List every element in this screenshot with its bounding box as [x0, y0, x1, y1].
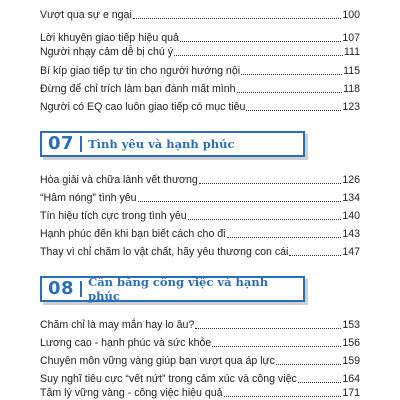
dot-leader: [195, 328, 341, 329]
chapter-number: 07: [48, 133, 75, 154]
dot-leader: [246, 110, 341, 111]
toc-entry: [40, 316, 360, 332]
entry-page: 143: [342, 228, 360, 240]
toc-entry: [40, 334, 360, 350]
chapter-divider: [80, 136, 82, 152]
dot-leader: [227, 237, 342, 238]
entry-title: Chăm chỉ là may mắn hay lo âu?: [40, 319, 195, 331]
dot-leader: [298, 382, 342, 383]
entry-page: 159: [342, 355, 360, 367]
entry-title: Bí kíp giao tiếp tự tin cho người hướng nội: [40, 65, 241, 77]
entry-title: Suy nghĩ tiêu cực “vết nứt” trong cảm xúc và công việc: [40, 373, 297, 385]
entry-title: Tâm lý vững vàng - công việc hiệu quả: [40, 387, 223, 399]
entry-title: Tín hiệu tích cực trong tình yêu: [40, 210, 187, 222]
toc-entry: [40, 98, 360, 114]
entry-page: 134: [342, 192, 360, 204]
chapter-heading-07: [40, 131, 305, 157]
dot-leader: [180, 41, 341, 42]
chapter-title: Tình yêu và hạnh phúc: [88, 137, 235, 151]
toc-entry: [40, 207, 360, 223]
entry-title: Chuyên môn vững vàng giúp bạn vượt qua áp lực: [40, 355, 275, 367]
toc-entry: [40, 171, 360, 187]
dot-leader: [289, 255, 341, 256]
dot-leader: [188, 219, 342, 220]
entry-page: 147: [342, 246, 360, 258]
toc-entry: [40, 243, 360, 259]
dot-leader: [276, 364, 341, 365]
entry-title: Người nhạy cảm dễ bị chú ý: [40, 46, 173, 58]
dot-leader: [224, 396, 342, 397]
chapter-number: 08: [48, 278, 75, 299]
entry-page: 156: [342, 337, 360, 349]
dot-leader: [237, 92, 343, 93]
dot-leader: [241, 74, 342, 75]
entry-title: Hòa giải và chữa lành vết thương: [40, 174, 198, 186]
entry-title: “Hâm nóng” tình yêu: [40, 192, 137, 204]
entry-title: Hạnh phúc đến khi bạn biết cách cho đi: [40, 228, 226, 240]
entry-title: Người có EQ cao luôn giao tiếp có mục tiêu: [40, 101, 246, 113]
toc-entry: [40, 6, 360, 22]
entry-page: 140: [342, 210, 360, 222]
entry-title: Thay vì chỉ chăm lo vật chất, hãy yêu thương con cái: [40, 246, 289, 258]
chapter-heading-08: [40, 276, 305, 302]
entry-title: Vượt qua sự e ngại: [40, 9, 132, 21]
dot-leader: [138, 201, 342, 202]
entry-page: 115: [343, 65, 360, 77]
entry-title: Lời khuyên giao tiếp hiệu quả: [40, 32, 179, 44]
toc-entry: [40, 352, 360, 368]
toc-entry: [40, 43, 360, 59]
entry-page: 153: [342, 319, 360, 331]
entry-title: Đừng để chỉ trích làm bạn đánh mất mình: [40, 83, 236, 95]
chapter-title: Cân bằng công việc và hạnh phúc: [88, 275, 269, 303]
toc-entry: [40, 189, 360, 205]
entry-page: 100: [342, 9, 360, 21]
entry-page: 111: [343, 46, 360, 58]
entry-page: 118: [343, 83, 360, 95]
toc-entry: [40, 80, 360, 96]
dot-leader: [199, 183, 342, 184]
dot-leader: [212, 346, 341, 347]
entry-title: Lương cao - hạnh phúc và sức khỏe: [40, 337, 212, 349]
toc-entry: [40, 386, 360, 400]
entry-page: 164: [342, 373, 360, 385]
dot-leader: [133, 18, 342, 19]
toc-entry: [40, 62, 360, 78]
toc-entry: [40, 370, 360, 386]
entry-page: 123: [342, 101, 360, 113]
dot-leader: [174, 55, 343, 56]
entry-page: 107: [342, 32, 360, 44]
toc-entry: [40, 225, 360, 241]
chapter-divider: [80, 281, 82, 297]
entry-page: 126: [342, 174, 360, 186]
entry-page: 171: [342, 387, 360, 399]
